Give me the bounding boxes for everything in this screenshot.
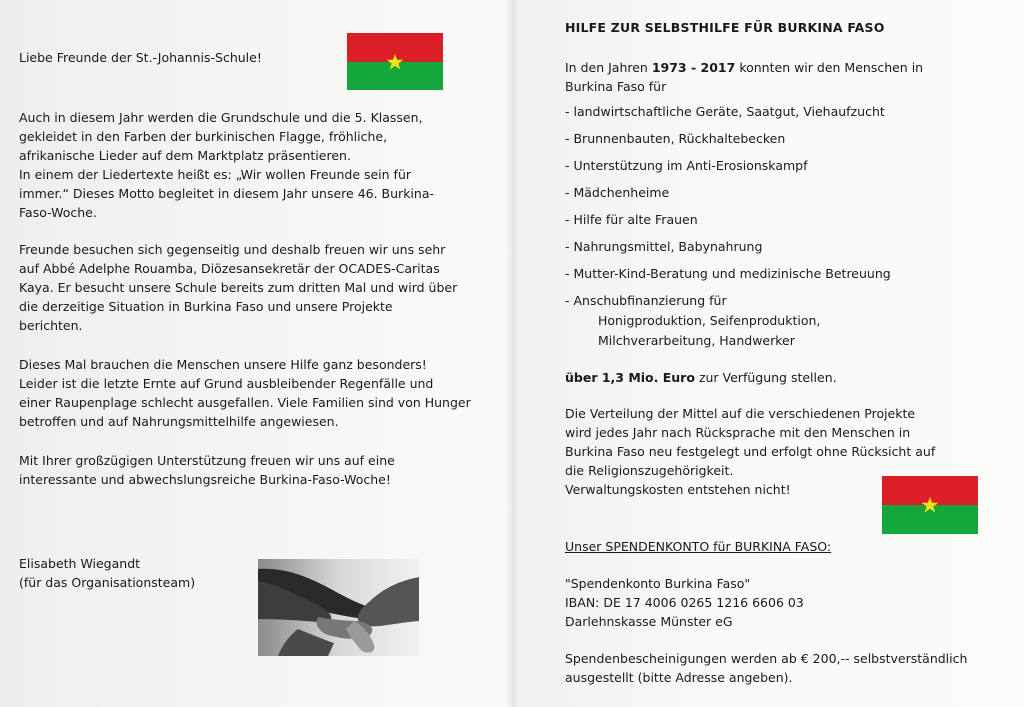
receipt-line-1: Spendenbescheinigungen werden ab € 200,-- selbstverständlich [565, 651, 968, 666]
list-item: - Mädchenheime [565, 185, 670, 200]
paragraph-1-line-1: Auch in diesem Jahr werden die Grundschule und die 5. Klassen, [19, 110, 423, 125]
list-item: - Hilfe für alte Frauen [565, 212, 698, 227]
amount: über 1,3 Mio. Euro [565, 370, 695, 385]
account-heading: Unser SPENDENKONTO für BURKINA FASO: [565, 539, 832, 554]
paragraph-4-line-1: Mit Ihrer großzügigen Unterstützung freuen wir uns auf eine [19, 453, 395, 468]
handshake-image [258, 559, 419, 656]
star-icon [386, 53, 404, 71]
greeting: Liebe Freunde der St.-Johannis-Schule! [19, 50, 262, 65]
paragraph-1-line-5: immer.“ Dieses Motto begleitet in diesem Jahr unsere 46. Burkina- [19, 186, 434, 201]
paragraph-3-line-1: Dieses Mal brauchen die Menschen unsere Hilfe ganz besonders! [19, 357, 427, 372]
paragraph-2-line-2: auf Abbé Adelphe Rouamba, Diözesansekretär der OCADES-Caritas [19, 261, 440, 276]
intro-line-2: Burkina Faso für [565, 79, 667, 94]
paragraph-3-line-3: einer Raupenplage schlecht ausgefallen. Viele Familien sind von Hunger [19, 395, 471, 410]
paragraph-2-line-4: die derzeitige Situation in Burkina Faso und unsere Projekte [19, 299, 393, 314]
intro-part-a: In den Jahren [565, 60, 648, 75]
sub-list-item: Honigproduktion, Seifenproduktion, [598, 313, 821, 328]
paragraph-2-line-3: Kaya. Er besucht unsere Schule bereits zum dritten Mal und wird über [19, 280, 458, 295]
burkina-faso-flag-right [882, 476, 978, 534]
distribution-line-5: Verwaltungskosten entstehen nicht! [565, 482, 791, 497]
paragraph-1-line-4: In einem der Liedertexte heißt es: „Wir wollen Freunde sein für [19, 167, 412, 182]
list-item: - Mutter-Kind-Beratung und medizinische Betreuung [565, 266, 891, 281]
intro-part-b: konnten wir den Menschen in [739, 60, 924, 75]
distribution-line-1: Die Verteilung der Mittel auf die verschiedenen Projekte [565, 406, 916, 421]
intro-line-1 [565, 58, 923, 78]
paragraph-2-line-1: Freunde besuchen sich gegenseitig und deshalb freuen wir uns sehr [19, 242, 446, 257]
right-title: HILFE ZUR SELBSTHILFE FÜR BURKINA FASO [565, 20, 885, 35]
paragraph-1-line-2: gekleidet in den Farben der burkinischen Flagge, fröhliche, [19, 129, 388, 144]
distribution-line-3: Burkina Faso neu festgelegt und erfolgt ohne Rücksicht auf [565, 444, 936, 459]
bank-name: Darlehnskasse Münster eG [565, 614, 733, 629]
account-name: "Spendenkonto Burkina Faso" [565, 576, 751, 591]
paragraph-4-line-2: interessante und abwechslungsreiche Burkina-Faso-Woche! [19, 472, 391, 487]
page-fold [505, 0, 519, 707]
paragraph-3-line-2: Leider ist die letzte Ernte auf Grund ausbleibender Regenfälle und [19, 376, 434, 391]
paragraph-1-line-3: afrikanische Lieder auf dem Marktplatz präsentieren. [19, 148, 351, 163]
amount-line [565, 368, 837, 388]
paragraph-3-line-4: betroffen und auf Nahrungsmittelhilfe angewiesen. [19, 414, 339, 429]
amount-rest: zur Verfügung stellen. [698, 370, 837, 385]
sub-list-item: Milchverarbeitung, Handwerker [598, 333, 795, 348]
list-item: - Nahrungsmittel, Babynahrung [565, 239, 763, 254]
list-item: - Anschubfinanzierung für [565, 293, 727, 308]
burkina-faso-flag-left [347, 33, 443, 90]
distribution-line-2: wird jedes Jahr nach Rücksprache mit den Menschen in [565, 425, 911, 440]
star-icon [921, 496, 939, 514]
signature-role: (für das Organisationsteam) [19, 575, 196, 590]
list-item: - Brunnenbauten, Rückhaltebecken [565, 131, 786, 146]
paragraph-1-line-6: Faso-Woche. [19, 205, 97, 220]
list-item: - landwirtschaftliche Geräte, Saatgut, Viehaufzucht [565, 104, 885, 119]
receipt-line-2: ausgestellt (bitte Adresse angeben). [565, 670, 793, 685]
signature-name: Elisabeth Wiegandt [19, 556, 141, 571]
distribution-line-4: die Religionszugehörigkeit. [565, 463, 734, 478]
right-page [512, 0, 1024, 707]
intro-years: 1973 - 2017 [651, 60, 736, 75]
list-item: - Unterstützung im Anti-Erosionskampf [565, 158, 808, 173]
paragraph-2-line-5: berichten. [19, 318, 83, 333]
iban: IBAN: DE 17 4006 0265 1216 6606 03 [565, 595, 804, 610]
